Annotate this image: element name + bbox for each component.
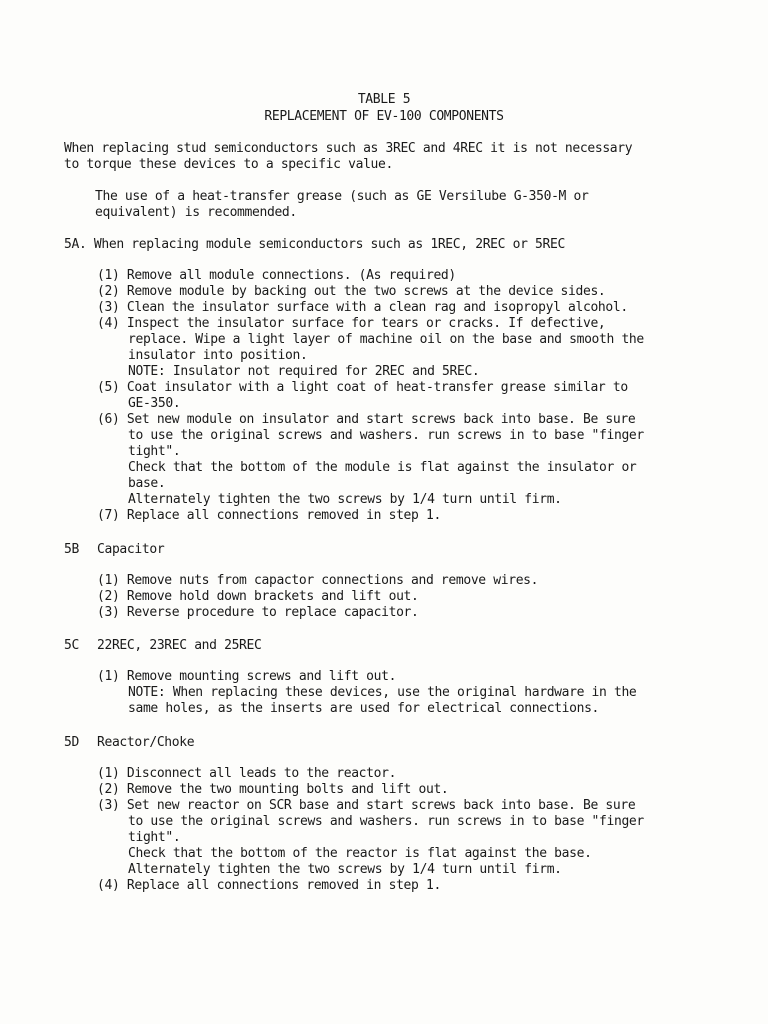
section-5b-step: (3) Reverse procedure to replace capacitor.: [97, 605, 419, 620]
intro-line-1: When replacing stud semiconductors such as 3REC and 4REC it is not necessary: [64, 141, 633, 156]
section-5a-step: (3) Clean the insulator surface with a clean rag and isopropyl alcohol.: [97, 300, 628, 315]
section-5a-step-continuation: replace. Wipe a light layer of machine oil on the base and smooth the: [128, 332, 644, 347]
section-5a-step: (4) Inspect the insulator surface for tears or cracks. If defective,: [97, 316, 606, 331]
section-5a-step: (6) Set new module on insulator and start screws back into base. Be sure: [97, 412, 636, 427]
section-5c-step: (1) Remove mounting screws and lift out.: [97, 669, 397, 684]
table-number: TABLE 5: [357, 92, 411, 107]
section-5a-note: NOTE: Insulator not required for 2REC and 5REC.: [128, 364, 480, 379]
section-5b-step: (2) Remove hold down brackets and lift out.: [97, 589, 419, 604]
section-5b-title: Capacitor: [97, 542, 165, 557]
section-5d-step: (2) Remove the two mounting bolts and lift out.: [97, 782, 449, 797]
section-5d-step: (1) Disconnect all leads to the reactor.: [97, 766, 397, 781]
section-5d-step-continuation: to use the original screws and washers. run screws in to base "finger: [128, 814, 644, 829]
section-5c-label: 5C: [64, 638, 79, 653]
section-5a-step-continuation: GE-350.: [128, 396, 181, 411]
section-5c-note-continuation: same holes, as the inserts are used for electrical connections.: [128, 701, 600, 716]
section-5a-step-continuation: Check that the bottom of the module is flat against the insulator or: [128, 460, 637, 475]
section-5c-title: 22REC, 23REC and 25REC: [97, 638, 262, 653]
section-5a-step-continuation: insulator into position.: [128, 348, 308, 363]
grease-note-line-2: equivalent) is recommended.: [95, 205, 297, 220]
section-5d-step: (4) Replace all connections removed in step 1.: [97, 878, 441, 893]
section-5d-label: 5D: [64, 735, 79, 750]
section-5d-title: Reactor/Choke: [97, 735, 195, 750]
section-5b-step: (1) Remove nuts from capactor connections and remove wires.: [97, 573, 539, 588]
section-5a-step: (7) Replace all connections removed in step 1.: [97, 508, 441, 523]
section-5a-step-continuation: tight".: [128, 444, 181, 459]
section-5a-step: (5) Coat insulator with a light coat of heat-transfer grease similar to: [97, 380, 628, 395]
section-5c-note: NOTE: When replacing these devices, use the original hardware in the: [128, 685, 637, 700]
grease-note-line-1: The use of a heat-transfer grease (such as GE Versilube G-350-M or: [95, 189, 589, 204]
section-5a-heading: 5A. When replacing module semiconductors such as 1REC, 2REC or 5REC: [64, 237, 565, 252]
section-5d-step-continuation: tight".: [128, 830, 181, 845]
intro-line-2: to torque these devices to a specific value.: [64, 157, 393, 172]
section-5a-step: (1) Remove all module connections. (As required): [97, 268, 456, 283]
section-5d-step-continuation: Check that the bottom of the reactor is flat against the base.: [128, 846, 592, 861]
section-5d-step: (3) Set new reactor on SCR base and start screws back into base. Be sure: [97, 798, 636, 813]
section-5a-step-continuation: to use the original screws and washers. run screws in to base "finger: [128, 428, 644, 443]
section-5d-step-continuation: Alternately tighten the two screws by 1/4 turn until firm.: [128, 862, 562, 877]
table-title: REPLACEMENT OF EV-100 COMPONENTS: [264, 109, 504, 124]
section-5a-step: (2) Remove module by backing out the two screws at the device sides.: [97, 284, 606, 299]
section-5b-label: 5B: [64, 542, 79, 557]
section-5a-step-continuation: base.: [128, 476, 166, 491]
section-5a-step-continuation: Alternately tighten the two screws by 1/4 turn until firm.: [128, 492, 562, 507]
